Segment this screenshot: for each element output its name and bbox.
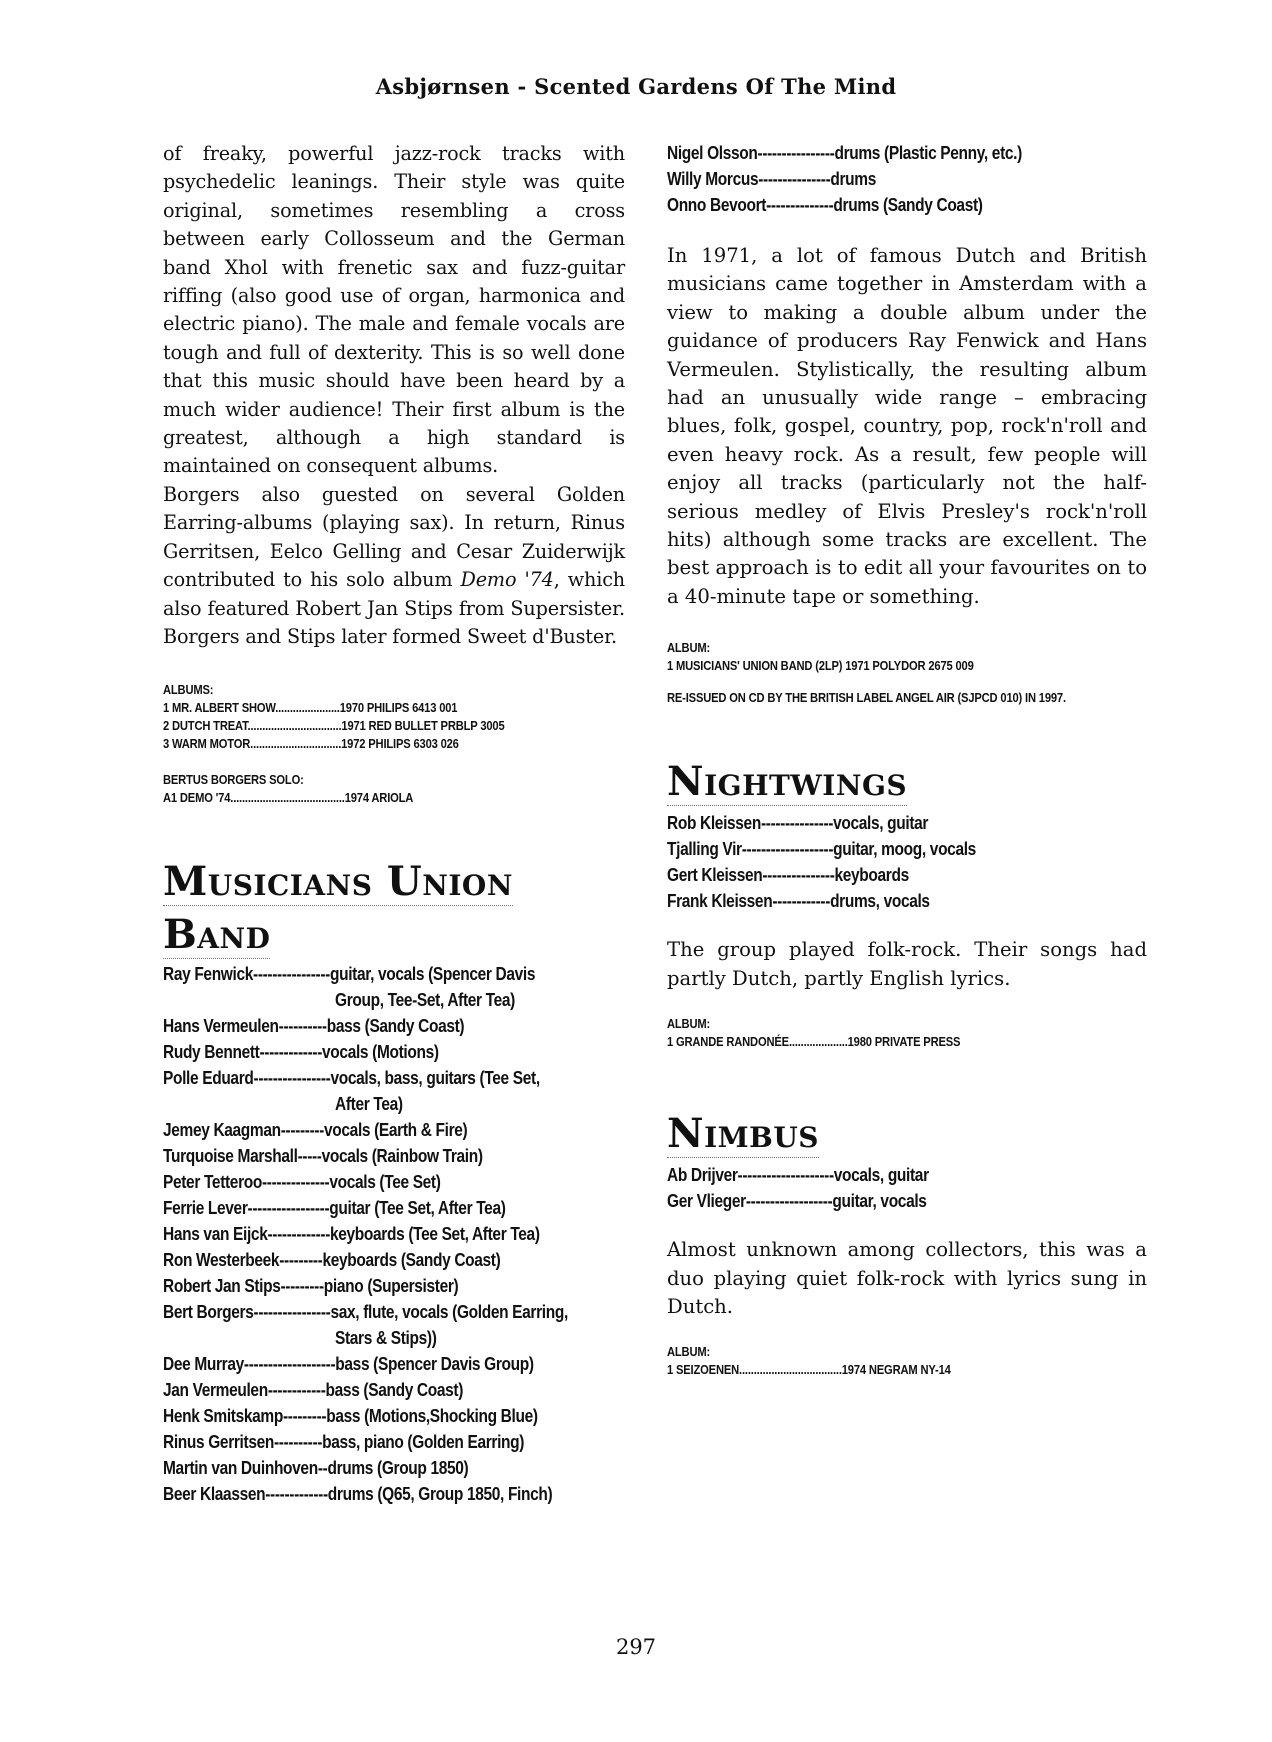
member-row: Ger Vlieger ------------------ guitar, vocals <box>667 1191 927 1212</box>
band-title-line-1: Musicians Union <box>163 858 513 906</box>
album-row: 3 WARM MOTOR...............................1972 PHILIPS 6303 026 <box>163 736 459 752</box>
album-row: 1 MUSICIANS' UNION BAND (2LP) 1971 POLYDOR 2675 009 <box>667 658 974 674</box>
album-title-italic: Demo '74 <box>460 568 554 592</box>
member-row: Gert Kleissen --------------- keyboards <box>667 865 909 886</box>
member-row: Beer Klaassen ------------- drums (Q65, Group 1850, Finch) <box>163 1484 553 1505</box>
member-row: Rinus Gerritsen ---------- bass, piano (Golden Earring) <box>163 1432 525 1453</box>
member-row: Rob Kleissen --------------- vocals, guitar <box>667 813 929 834</box>
member-row: Rudy Bennett ------------- vocals (Motions) <box>163 1042 439 1063</box>
album-row: 2 DUTCH TREAT................................1971 RED BULLET PRBLP 3005 <box>163 718 505 734</box>
solo-heading: BERTUS BORGERS SOLO: <box>163 772 304 788</box>
band-title: Nimbus <box>667 1110 819 1158</box>
musicians-union-discography <box>667 639 1146 707</box>
band-title-line-2: Band <box>163 911 271 959</box>
member-row: Ray Fenwick ---------------- guitar, vocals (Spencer Davis Group, Tee-Set, After Tea) <box>163 964 536 1011</box>
musicians-union-heading <box>163 859 625 959</box>
musicians-union-members-continued <box>667 140 1146 218</box>
member-row: Robert Jan Stips --------- piano (Supersister) <box>163 1276 459 1297</box>
member-row: Turquoise Marshall ----- vocals (Rainbow Train) <box>163 1146 483 1167</box>
intro-paragraph-2 <box>163 481 625 651</box>
solo-discography <box>163 771 624 807</box>
album-row: 1 SEIZOENEN...................................1974 NEGRAM NY-14 <box>667 1362 951 1378</box>
member-row: Hans Vermeulen ---------- bass (Sandy Coast) <box>163 1016 465 1037</box>
member-row: Onno Bevoort -------------- drums (Sandy Coast) <box>667 195 983 215</box>
member-row: Jemey Kaagman --------- vocals (Earth & Fire) <box>163 1120 468 1141</box>
album-heading: ALBUM: <box>667 640 711 656</box>
intro-text <box>163 140 625 651</box>
member-row: Henk Smitskamp --------- bass (Motions,Shocking Blue) <box>163 1406 538 1427</box>
nightwings-discography <box>667 1015 1146 1051</box>
member-row: Tjalling Vir ------------------- guitar, moog, vocals <box>667 839 976 860</box>
reissue-note: RE-ISSUED ON CD BY THE BRITISH LABEL ANGEL AIR (SJPCD 010) IN 1997. <box>667 690 1066 706</box>
nimbus-heading <box>667 1111 1147 1158</box>
member-row: Martin van Duinhoven -- drums (Group 1850) <box>163 1458 469 1479</box>
nimbus-members <box>667 1162 1146 1214</box>
member-row: Ferrie Lever ----------------- guitar (Tee Set, After Tea) <box>163 1198 506 1219</box>
album-row: A1 DEMO '74.......................................1974 ARIOLA <box>163 790 414 806</box>
nightwings-heading <box>667 759 1147 806</box>
member-row: Dee Murray ------------------- bass (Spencer Davis Group) <box>163 1354 534 1375</box>
band-title: Nightwings <box>667 758 908 806</box>
member-row: Hans van Eijck ------------- keyboards (Tee Set, After Tea) <box>163 1224 540 1245</box>
nightwings-members <box>667 810 1146 914</box>
intro-paragraph-2-end: , which also featured Robert Jan Stips from Supersister. Borgers and Stips later formed Sweet d'Buster. <box>163 568 625 648</box>
member-row: Bert Borgers ---------------- sax, flute, vocals (Golden Earring, Stars & Stips)) <box>163 1302 568 1349</box>
album-row: 1 MR. ALBERT SHOW......................1970 PHILIPS 6413 001 <box>163 700 458 716</box>
member-row: Polle Eduard ---------------- vocals, bass, guitars (Tee Set, After Tea) <box>163 1068 540 1115</box>
album-heading: ALBUM: <box>667 1016 711 1032</box>
musicians-union-members <box>163 961 624 1507</box>
member-row: Frank Kleissen ------------ drums, vocals <box>667 891 930 912</box>
member-row: Ab Drijver -------------------- vocals, guitar <box>667 1165 929 1186</box>
nightwings-description: The group played folk-rock. Their songs had partly Dutch, partly English lyrics. <box>667 938 1147 990</box>
musicians-union-description: In 1971, a lot of famous Dutch and British musicians came together in Amsterdam with a view to making a double album under the guidance of producers Ray Fenwick and Hans Vermeulen. Stylistically, the resulting album had an unusually wide range – embracing blues, folk, gospel, country, pop, rock'n'roll and even heavy rock. As a result, few people will enjoy all tracks (particularly not the half-serious medley of Elvis Presley's rock'n'roll hits) although some tracks are excellent. The best approach is to edit all your favourites on to a 40-minute tape or something. <box>667 244 1147 608</box>
albums-heading: ALBUMS: <box>163 682 214 698</box>
member-row: Nigel Olsson ---------------- drums (Plastic Penny, etc.) <box>667 143 1022 163</box>
intro-paragraph-2-text: Borgers also guested on several Golden Earring-albums (playing sax). In return, Rinus Gerritsen, Eelco Gelling and Cesar Zuiderwijk contributed to his solo album <box>163 482 625 592</box>
member-row: Jan Vermeulen ------------ bass (Sandy Coast) <box>163 1380 464 1401</box>
member-row: Ron Westerbeek --------- keyboards (Sandy Coast) <box>163 1250 501 1271</box>
albums-discography <box>163 681 624 753</box>
nimbus-description: Almost unknown among collectors, this was a duo playing quiet folk-rock with lyrics sung in Dutch. <box>667 1238 1147 1318</box>
running-head: Asbjørnsen - Scented Gardens Of The Mind <box>375 74 897 99</box>
member-row: Peter Tetteroo -------------- vocals (Tee Set) <box>163 1172 441 1193</box>
intro-paragraph-1: of freaky, powerful jazz-rock tracks with psychedelic leanings. Their style was quite original, sometimes resembling a cross between early Collosseum and the German band Xhol with frenetic sax and fuzz-guitar riffing (also good use of organ, harmonica and electric piano). The male and female vocals are tough and full of dexterity. This is so well done that this music should have been heard by a much wider audience! Their first album is the greatest, although a high standard is maintained on consequent albums. <box>163 142 625 478</box>
left-column <box>163 140 625 1507</box>
right-column <box>667 140 1147 1379</box>
album-heading: ALBUM: <box>667 1344 711 1360</box>
nimbus-discography <box>667 1343 1146 1379</box>
member-row: Willy Morcus --------------- drums <box>667 169 876 189</box>
album-row: 1 GRANDE RANDONÉE....................1980 PRIVATE PRESS <box>667 1034 961 1050</box>
page-number: 297 <box>615 1635 657 1659</box>
